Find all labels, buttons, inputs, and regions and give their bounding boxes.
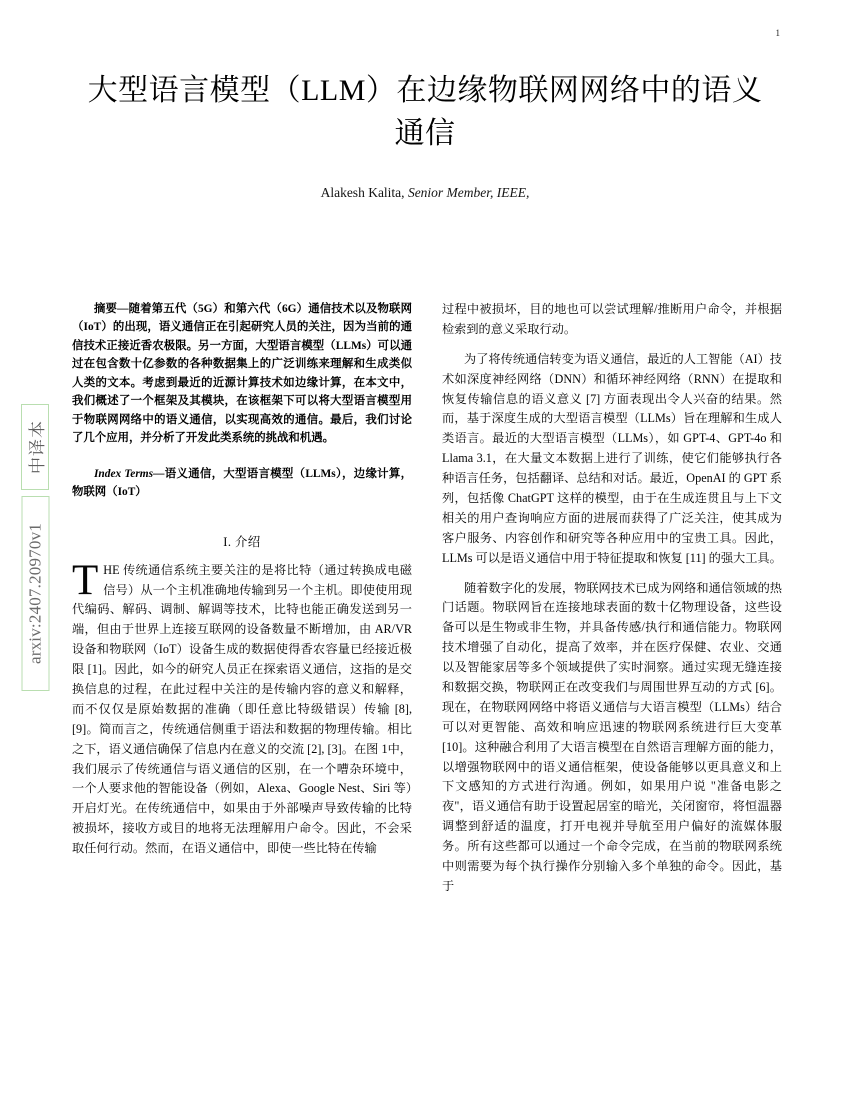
intro-paragraph-1 bbox=[72, 556, 412, 859]
arxiv-id-badge: arxiv:2407.20970v1 bbox=[21, 496, 49, 691]
translation-badge: 中译本 bbox=[21, 404, 49, 490]
intro-paragraph-3: 随着数字化的发展，物联网技术已成为网络和通信领域的热门话题。物联网旨在连接地球表面的数十亿物理设备，这些设备可以是生物或非生物，并具备传感/执行和通信能力。物联网技术增强了自动化，提高了效率，并在医疗保健、农业、交通以及智能家居等多个领域提供了实时洞察。通过实现无缝连接和数据交换，物联网正在改变我们与周围世界互动的方式 [6]。现在，在物联网网络中将语义通信与大语言模型（LLMs）结合可以对更智能、高效和响应迅速的物联网系统进行巨大变革 [10]。这种融合利用了大语言模型在自然语言理解方面的能力，以增强物联网中的语义通信框架，使设备能够以更具意义和上下文感知的方式进行沟通。例如，如果用户说 "准备电影之夜"，语义通信有助于设置起居室的暗光，关闭窗帘，将恒温器调整到舒适的温度，打开电视并导航至用户偏好的流媒体服务。所有这些都可以通过一个命令完成，在当前的物联网系统中则需要为每个执行操作分别输入多个单独的命令。因此，基于 bbox=[442, 580, 782, 893]
page-number: 1 bbox=[775, 28, 780, 38]
author-affiliation: Senior Member, IEEE, bbox=[407, 185, 530, 201]
author-name: Alakesh Kalita, bbox=[320, 185, 405, 201]
abstract bbox=[72, 300, 412, 448]
column-right bbox=[442, 300, 782, 907]
index-terms bbox=[72, 465, 412, 502]
intro-paragraph-2: 为了将传统通信转变为语义通信，最近的人工智能（AI）技术如深度神经网络（DNN）和循环神经网络（RNN）在提取和恢复传输信息的语义意义 [7] 方面表现出令人兴奋的结果。然而，基于深度生成的大型语言模型（LLMs）旨在理解和生成人类语言。最近的大型语言模型（LLMs），如 GPT-4、GPT-4o 和 Llama 3.1，在大量文本数据上进行了训练，使它们能够执行各种语言任务，包括翻译、总结和对话。最近，OpenAI 的 GPT 系列，包括像 ChatGPT 这样的模型，由于在生成连贯且与上下文相关的用户查询响应方面的进展而获得了广泛关注，使其成为客户服务、内容创作和研究等各种应用中的宝贵工具。因此，LLMs 可以是语义通信中用于特征提取和恢复 [11] 的强大工具。 bbox=[442, 351, 782, 565]
abstract-label: 摘要— bbox=[94, 303, 129, 315]
author-line bbox=[75, 185, 775, 201]
section-heading-introduction: I. 介绍 bbox=[223, 534, 261, 549]
body-columns bbox=[72, 300, 782, 907]
index-terms-label: Index Terms— bbox=[94, 467, 165, 480]
abstract-body: 随着第五代（5G）和第六代（6G）通信技术以及物联网（IoT）的出现，语义通信正在引起研究人员的关注，因为当前的通信技术正接近香农极限。另一方面，大型语言模型（LLMs）可以通过在包含数十亿参数的各种数据集上的广泛训练来理解和生成类似人类的文本。考虑到最近的近源计算技术如边缘计算，在本文中，我们概述了一个框架及其模块，在该框架下可以将大型语言模型用于物联网网络中的语义通信，以实现高效的通信。最后，我们讨论了几个应用，并分析了开发此类系统的挑战和机遇。 bbox=[72, 303, 412, 445]
page-title: 大型语言模型（LLM）在边缘物联网网络中的语义通信 bbox=[87, 74, 763, 150]
index-terms-body: 语义通信，大型语言模型（LLMs），边缘计算，物联网（IoT） bbox=[72, 467, 412, 499]
intro-paragraph-1-continuation: 过程中被损坏，目的地也可以尝试理解/推断用户命令，并根据检索到的意义采取行动。 bbox=[442, 302, 782, 336]
drop-cap: T bbox=[72, 556, 99, 604]
title-block bbox=[75, 70, 775, 201]
arxiv-stamp-rail bbox=[0, 0, 70, 1100]
intro-paragraph-1-text: HE 传统通信系统主要关注的是将比特（通过转换成电磁信号）从一个主机准确地传输到另一个主机。即使使用现代编码、解码、调制、解调等技术，比特也能正确发送到另一端，但由于世界上连接互联网的设备数量不断增加，由 AR/VR 设备和物联网（IoT）设备生成的数据使得香农容量已经接近极限 [1]。因此，如今的研究人员正在探索语义通信，这指的是交换信息的过程，在此过程中关注的是传输内容的意义和解释，而不仅仅是原始数据的准确（即任意比特级错误）传输 [8], [9]。简而言之，传统通信侧重于语法和数据的物理传输。相比之下，语义通信确保了信息内在意义的交流 [2], [3]。在图 1中，我们展示了传统通信与语义通信的区别，在一个嘈杂环境中，一个人要求他的智能设备（例如，Alexa、Google Nest、Siri 等）开启灯光。在传统通信中，如果由于外部噪声导致传输的比特被损坏，接收方或目的地将无法理解用户命令。因此，不会采取任何行动。然而，在语义通信中，即使一些比特在传输 bbox=[72, 562, 412, 856]
column-left bbox=[72, 300, 412, 907]
